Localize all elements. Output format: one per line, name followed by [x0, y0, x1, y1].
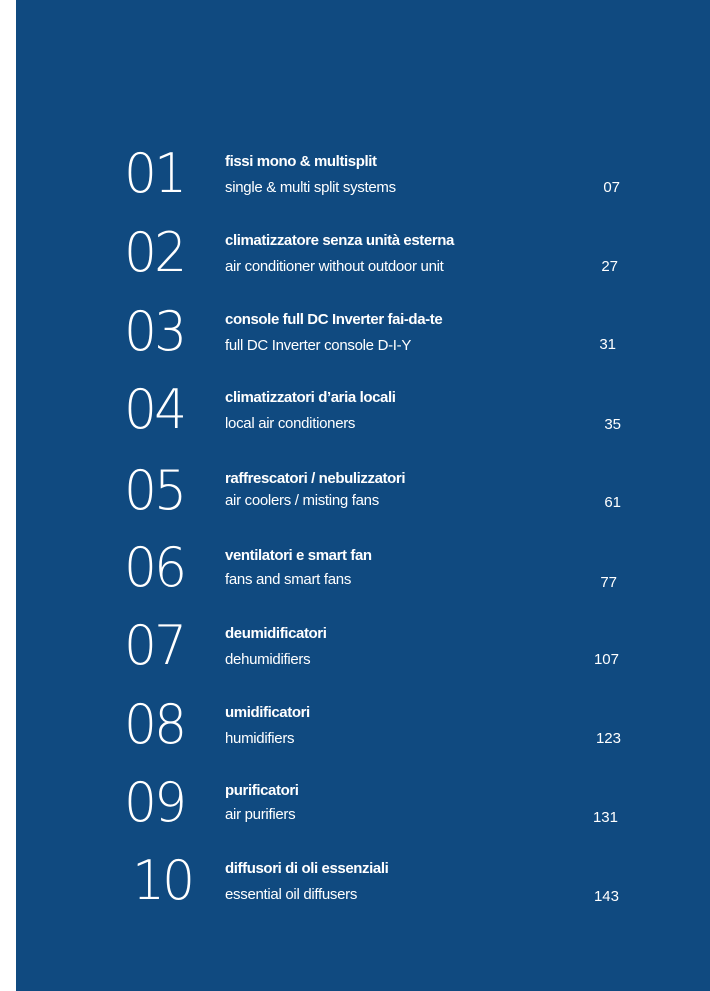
toc-entry-07[interactable]: [16, 614, 710, 695]
section-number: 06: [124, 536, 185, 599]
toc-entry-01[interactable]: [16, 142, 710, 223]
section-title: diffusori di oli essenziali: [225, 860, 389, 877]
section-title: climatizzatori d’aria locali: [225, 389, 396, 406]
section-title: console full DC Inverter fai-da-te: [225, 311, 443, 328]
section-number: 05: [124, 459, 185, 522]
section-title: deumidificatori: [225, 625, 327, 642]
section-title: ventilatori e smart fan: [225, 547, 372, 564]
section-number: 01: [124, 142, 185, 205]
page-number: 27: [601, 258, 618, 275]
section-number: 07: [124, 614, 185, 677]
page-number: 131: [592, 809, 618, 826]
table-of-contents-page: [16, 0, 710, 991]
toc-entry-04[interactable]: [16, 378, 710, 459]
page-number: 61: [604, 494, 621, 511]
section-number: 04: [124, 378, 185, 441]
section-subtitle: local air conditioners: [225, 415, 356, 432]
section-title: purificatori: [225, 782, 299, 799]
section-title: raffrescatori / nebulizzatori: [225, 470, 406, 487]
section-subtitle: air conditioner without outdoor unit: [225, 258, 444, 275]
toc-entry-03[interactable]: [16, 300, 710, 381]
section-subtitle: air purifiers: [225, 806, 296, 823]
section-subtitle: full DC Inverter console D-I-Y: [225, 337, 412, 354]
toc-entry-10[interactable]: [16, 849, 710, 930]
section-subtitle: dehumidifiers: [225, 651, 311, 668]
section-subtitle: essential oil diffusers: [225, 886, 358, 903]
section-number: 03: [124, 300, 185, 363]
page-number: 31: [599, 336, 616, 353]
toc-entry-02[interactable]: [16, 221, 710, 302]
page-number: 35: [604, 416, 621, 433]
section-title: umidificatori: [225, 704, 310, 721]
toc-entry-09[interactable]: [16, 771, 710, 852]
section-subtitle: air coolers / misting fans: [225, 492, 379, 509]
page-number: 143: [593, 888, 619, 905]
section-subtitle: humidifiers: [225, 730, 295, 747]
section-subtitle: single & multi split systems: [225, 179, 396, 196]
page-number: 123: [595, 730, 621, 747]
section-number: 10: [132, 849, 193, 912]
page-number: 07: [603, 179, 620, 196]
page-number: 77: [600, 574, 617, 591]
section-title: climatizzatore senza unità esterna: [225, 232, 454, 249]
section-number: 09: [124, 771, 185, 834]
section-subtitle: fans and smart fans: [225, 571, 352, 588]
toc-entry-08[interactable]: [16, 693, 710, 774]
section-number: 08: [124, 693, 185, 756]
section-number: 02: [124, 221, 185, 284]
toc-entry-06[interactable]: [16, 536, 710, 617]
section-title: fissi mono & multisplit: [225, 153, 377, 170]
toc-entry-05[interactable]: [16, 459, 710, 540]
page-number: 107: [593, 651, 619, 668]
